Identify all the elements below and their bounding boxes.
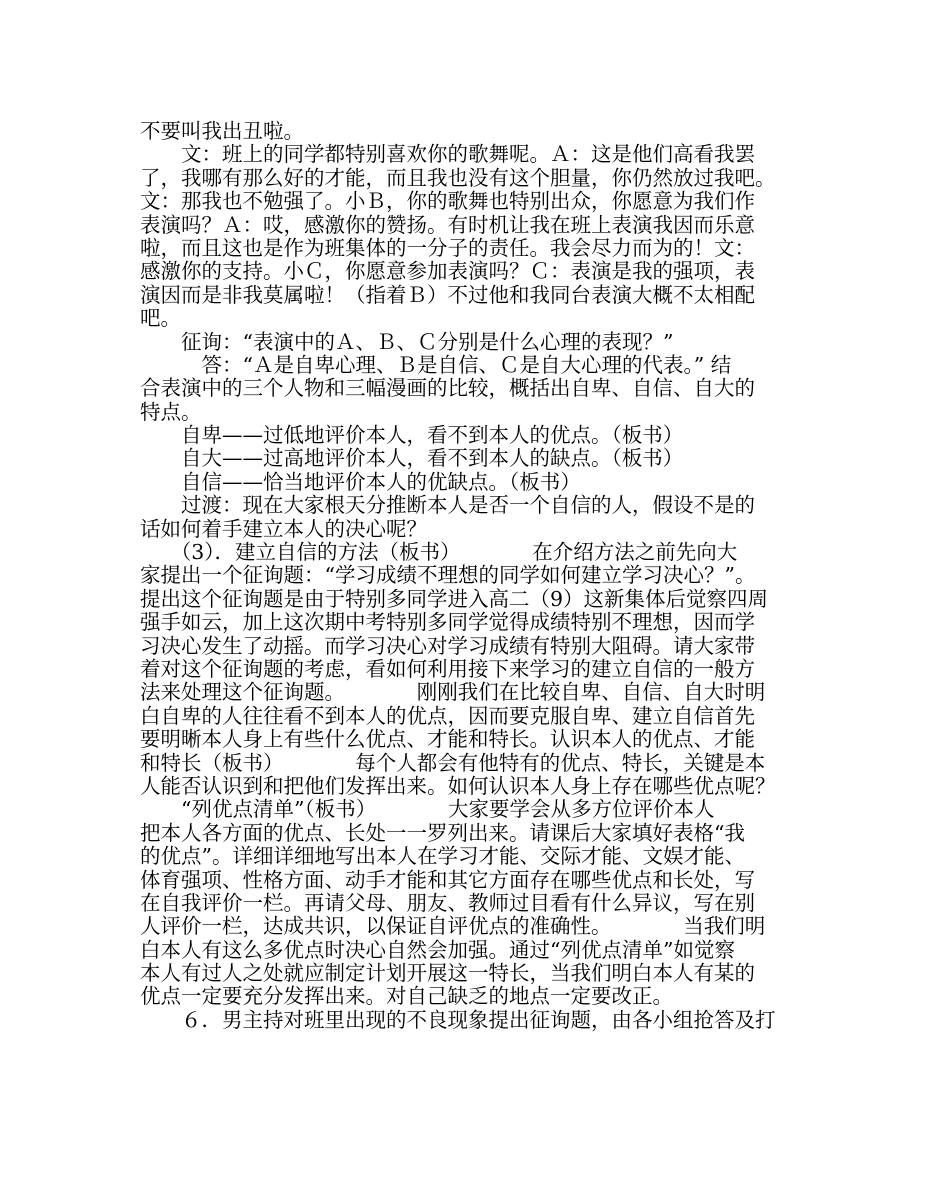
- text-line: 自信——恰当地评价本人的优缺点。（板书）: [140, 469, 581, 494]
- text-line: 提出这个征询题是由于特别多同学进入高二（9）这新集体后觉察四周: [140, 586, 769, 611]
- text-line: “列优点清单”（板书） 大家要学会从多方位评价本人: [140, 797, 715, 822]
- text-line: 习决心发生了动摇。而学习决心对学习成绩有特别大阻碍。请大家带: [140, 633, 755, 658]
- text-line: 合表演中的三个人物和三幅漫画的比较，概括出自卑、自信、自大的: [140, 376, 755, 401]
- text-line: ６．男主持对班里出现的不良现象提出征询题，由各小组抢答及打: [140, 1007, 776, 1032]
- text-line: 把本人各方面的优点、长处一一罗列出来。请课后大家填好表格“我: [140, 820, 745, 845]
- text-line: 征询：“表演中的Ａ、Ｂ、Ｃ分别是什么心理的表现？”: [140, 329, 674, 354]
- text-line: 强手如云，加上这次期中考特别多同学觉得成绩特别不理想，因而学: [140, 610, 755, 635]
- text-line: 啦，而且这也是作为班集体的一分子的责任。我会尽力而为的！文：: [140, 235, 755, 260]
- text-line: 感激你的支持。小Ｃ，你愿意参加表演吗？Ｃ：表演是我的强项，表: [140, 259, 755, 284]
- text-line: 要明晰本人身上有些什么优点、才能和特长。认识本人的优点、才能: [140, 727, 755, 752]
- text-line: 在自我评价一栏。再请父母、朋友、教师过目看有什么异议，写在别: [140, 890, 755, 915]
- text-line: 特点。: [140, 399, 202, 424]
- text-line: 白本人有这么多优点时决心自然会加强。通过“列优点清单”如觉察: [140, 937, 735, 962]
- document-body: [140, 120, 820, 1032]
- text-line: 着对这个征询题的考虑，看如何利用接下来学习的建立自信的一般方: [140, 656, 755, 681]
- text-line: 答：“Ａ是自卑心理、Ｂ是自信、Ｃ是自大心理的代表。” 结: [140, 352, 732, 377]
- text-line: 自卑——过低地评价本人，看不到本人的优点。（板书）: [140, 423, 684, 448]
- text-line: 表演吗？Ａ：哎，感激你的赞扬。有时机让我在班上表演我因而乐意: [140, 212, 755, 237]
- text-line: 的优点”。详细详细地写出本人在学习才能、交际才能、文娱才能、: [140, 844, 745, 869]
- text-line: 不要叫我出丑啦。: [140, 119, 304, 143]
- text-line: （3）．建立自信的方法（板书） 在介绍方法之前先向大: [140, 540, 738, 565]
- text-line: 本人有过人之处就应制定计划开展这一特长，当我们明白本人有某的: [140, 961, 755, 986]
- text-line: 文：那我也不勉强了。小Ｂ，你的歌舞也特别出众，你愿意为我们作: [140, 189, 755, 214]
- text-line: 人能否认识到和把他们发挥出来。如何认识本人身上存在哪些优点呢？: [140, 773, 776, 798]
- text-line: 过渡：现在大家根天分推断本人是否一个自信的人，假设不是的: [140, 493, 755, 518]
- text-line: 家提出一个征询题：“学习成绩不理想的同学如何建立学习决心？”。: [140, 563, 756, 588]
- text-line: 吧。: [140, 306, 181, 331]
- text-line: 体育强项、性格方面、动手才能和其它方面存在哪些优点和长处，写: [140, 867, 755, 892]
- text-line: 优点一定要充分发挥出来。对自己缺乏的地点一定要改正。: [140, 984, 673, 1009]
- text-line: 人评价一栏，达成共识，以保证自评优点的准确性。 当我们明: [140, 914, 766, 939]
- text-line: 和特长（板书） 每个人都会有他特有的优点、特长，关键是本: [140, 750, 766, 775]
- text-line: 演因而是非我莫属啦！（指着Ｂ）不过他和我同台表演大概不太相配: [140, 282, 755, 307]
- text-line: 法来处理这个征询题。 刚刚我们在比较自卑、自信、自大时明: [140, 680, 766, 705]
- text-line: 了，我哪有那么好的才能，而且我也没有这个胆量，你仍然放过我吧。: [140, 165, 776, 190]
- text-line: 白自卑的人往往看不到本人的优点，因而要克服自卑、建立自信首先: [140, 703, 755, 728]
- text-line: 文：班上的同学都特别喜欢你的歌舞呢。Ａ：这是他们高看我罢: [140, 142, 755, 167]
- text-line: 话如何着手建立本人的决心呢？: [140, 516, 427, 541]
- text-line: 自大——过高地评价本人，看不到本人的缺点。（板书）: [140, 446, 684, 471]
